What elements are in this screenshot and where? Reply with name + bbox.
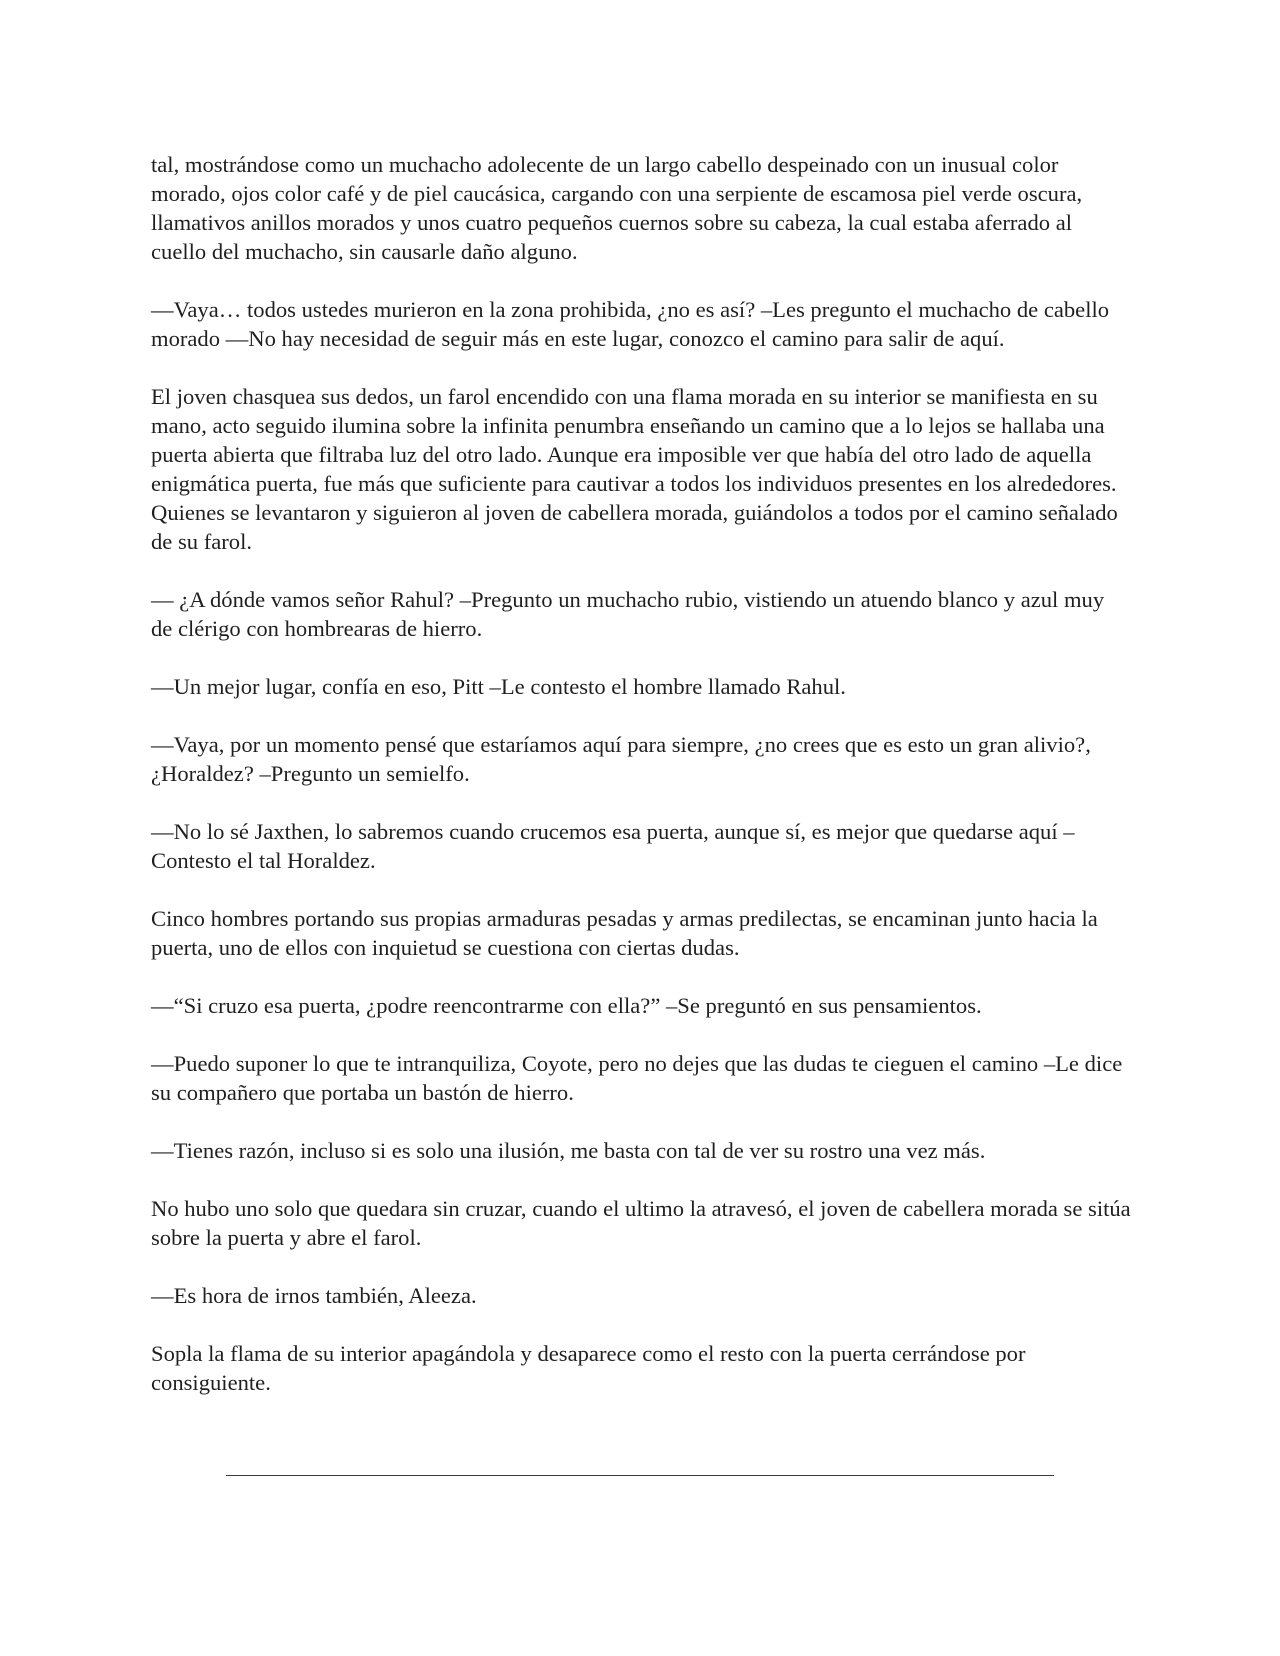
paragraph: Cinco hombres portando sus propias armaduras pesadas y armas predilectas, se encaminan junto hacia la puerta, uno de ellos con inquietud se cuestiona con ciertas dudas. [151,906,1098,960]
paragraph: — ¿A dónde vamos señor Rahul? –Pregunto un muchacho rubio, vistiendo un atuendo blanco y azul muy de clérigo con hombrearas de hierro. [151,587,1105,641]
paragraph: —Vaya… todos ustedes murieron en la zona prohibida, ¿no es así? –Les pregunto el muchacho de cabello morado —No hay necesidad de seguir más en este lugar, conozco el camino para salir de aquí. [151,297,1110,351]
section-divider [226,1475,1054,1476]
paragraph: —Tienes razón, incluso si es solo una ilusión, me basta con tal de ver su rostro una vez más. [151,1138,986,1163]
paragraph: No hubo uno solo que quedara sin cruzar, cuando el ultimo la atravesó, el joven de cabellera morada se sitúa sobre la puerta y abre el farol. [151,1196,1131,1250]
paragraph: —Es hora de irnos también, Aleeza. [151,1283,477,1308]
paragraph: —Vaya, por un momento pensé que estaríamos aquí para siempre, ¿no crees que es esto un gran alivio?, ¿Horaldez? –Pregunto un semielfo. [151,732,1091,786]
paragraph: Sopla la flama de su interior apagándola y desaparece como el resto con la puerta cerrándose por consiguiente. [151,1341,1026,1395]
paragraph: tal, mostrándose como un muchacho adolecente de un largo cabello despeinado con un inusual color morado, ojos color café y de piel caucásica, cargando con una serpiente de escamosa piel verde oscura, llamativos anillos morados y unos cuatro pequeños cuernos sobre su cabeza, la cual estaba aferrado al cuello del muchacho, sin causarle daño alguno. [151,152,1083,264]
paragraph: El joven chasquea sus dedos, un farol encendido con una flama morada en su interior se manifiesta en su mano, acto seguido ilumina sobre la infinita penumbra enseñando un camino que a lo lejos se hallaba una puerta abierta que filtraba luz del otro lado. Aunque era imposible ver que había del otro lado de aquella enigmática puerta, fue más que suficiente para cautivar a todos los individuos presentes en los alrededores. Quienes se levantaron y siguieron al joven de cabellera morada, guiándolos a todos por el camino señalado de su farol. [151,384,1118,554]
paragraph: —“Si cruzo esa puerta, ¿podre reencontrarme con ella?” –Se preguntó en sus pensamientos. [151,993,982,1018]
document-body [151,150,1131,1426]
paragraph: —Un mejor lugar, confía en eso, Pitt –Le contesto el hombre llamado Rahul. [151,674,846,699]
paragraph: —No lo sé Jaxthen, lo sabremos cuando crucemos esa puerta, aunque sí, es mejor que quedarse aquí –Contesto el tal Horaldez. [151,819,1075,873]
paragraph: —Puedo suponer lo que te intranquiliza, Coyote, pero no dejes que las dudas te cieguen el camino –Le dice su compañero que portaba un bastón de hierro. [151,1051,1123,1105]
